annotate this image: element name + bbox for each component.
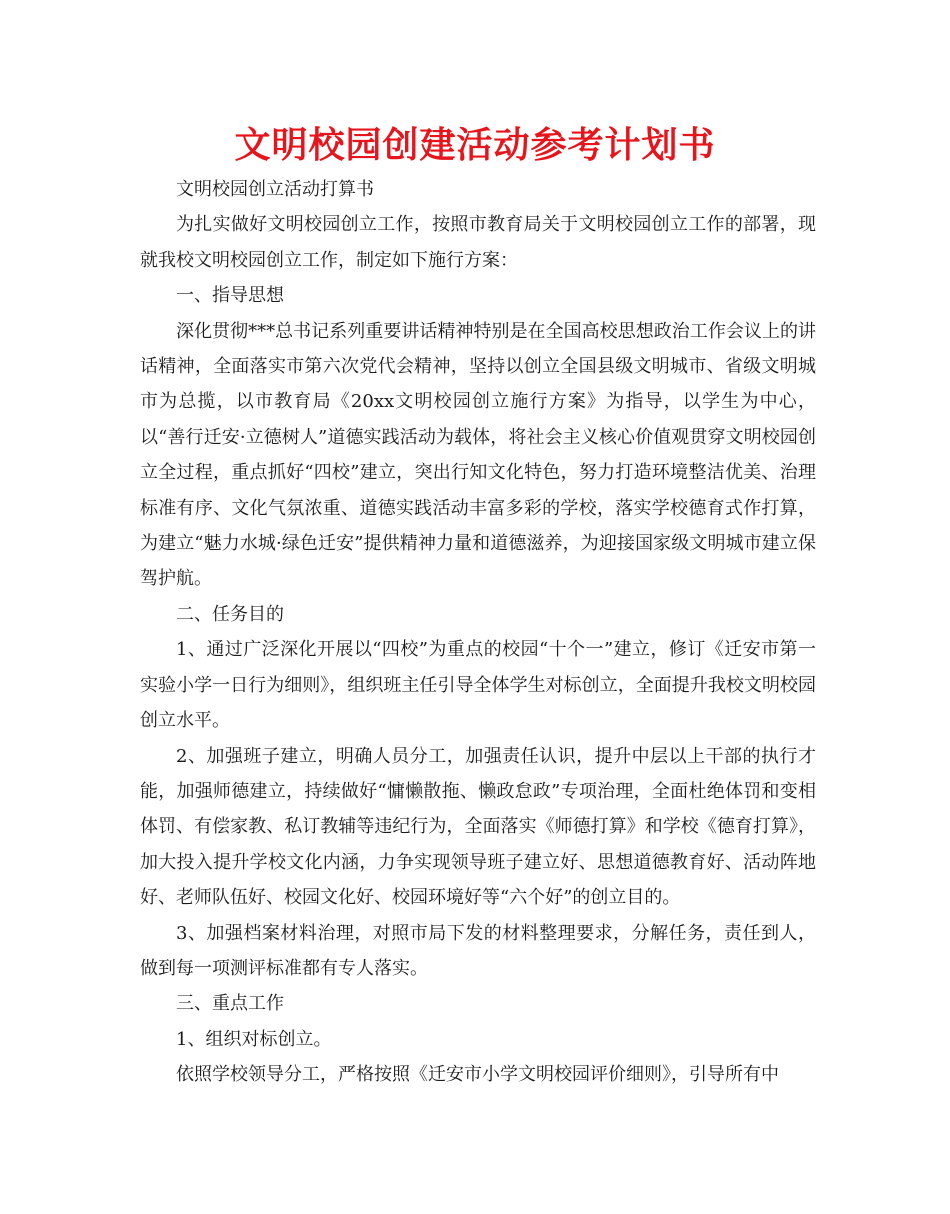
intro-paragraph: 为扎实做好文明校园创立工作，按照市教育局关于文明校园创立工作的部署，现就我校文明校园创立工作，制定如下施行方案：	[140, 214, 816, 271]
section-heading-guiding-thought: 一、指导思想	[176, 285, 284, 307]
key-work-1-paragraph: 依照学校领导分工，严格按照《迁安市小学文明校园评价细则》，引导所有中	[176, 1064, 779, 1086]
section-heading-task-goals: 二、任务目的	[176, 603, 284, 625]
document-title: 文明校园创建活动参考计划书	[234, 125, 716, 166]
document-body	[140, 172, 816, 1093]
task-goal-1-paragraph: 1、通过广泛深化开展以“四校”为重点的校园“十个一”建立，修订《迁安市第一实验小学一日行为细则》，组织班主任引导全体学生对标创立，全面提升我校文明校园创立水平。	[140, 639, 816, 732]
guiding-thought-paragraph: 深化贯彻***总书记系列重要讲话精神特别是在全国高校思想政治工作会议上的讲话精神，全面落实市第六次党代会精神，坚持以创立全国县级文明城市、省级文明城市为总揽，以市教育局《20xx文明校园创立施行方案》为指导，以学生为中心，以“善行迁安·立德树人”道德实践活动为载体，将社会主义核心价值观贯穿文明校园创立全过程，重点抓好“四校”建立，突出行知文化特色，努力打造环境整洁优美、治理标准有序、文化气氛浓重、道德实践活动丰富多彩的学校，落实学校德育式作打算，为建立“魅力水城·绿色迁安”提供精神力量和道德滋养，为迎接国家级文明城市建立保驾护航。	[140, 320, 816, 590]
subtitle-paragraph: 文明校园创立活动打算书	[176, 179, 374, 200]
key-work-1-heading: 1、组织对标创立。	[176, 1028, 332, 1050]
task-goal-2-paragraph: 2、加强班子建立，明确人员分工，加强责任认识，提升中层以上干部的执行才能，加强师德建立，持续做好“慵懒散拖、懒政怠政”专项治理，全面杜绝体罚和变相体罚、有偿家教、私订教辅等违纪行为，全面落实《师德打算》和学校《德育打算》，加大投入提升学校文化内涵，力争实现领导班子建立好、思想道德教育好、活动阵地好、老师队伍好、校园文化好、校园环境好等“六个好”的创立目的。	[140, 745, 816, 909]
section-heading-key-work: 三、重点工作	[176, 993, 284, 1015]
task-goal-3-paragraph: 3、加强档案材料治理，对照市局下发的材料整理要求，分解任务，责任到人，做到每一项测评标准都有专人落实。	[140, 922, 816, 979]
